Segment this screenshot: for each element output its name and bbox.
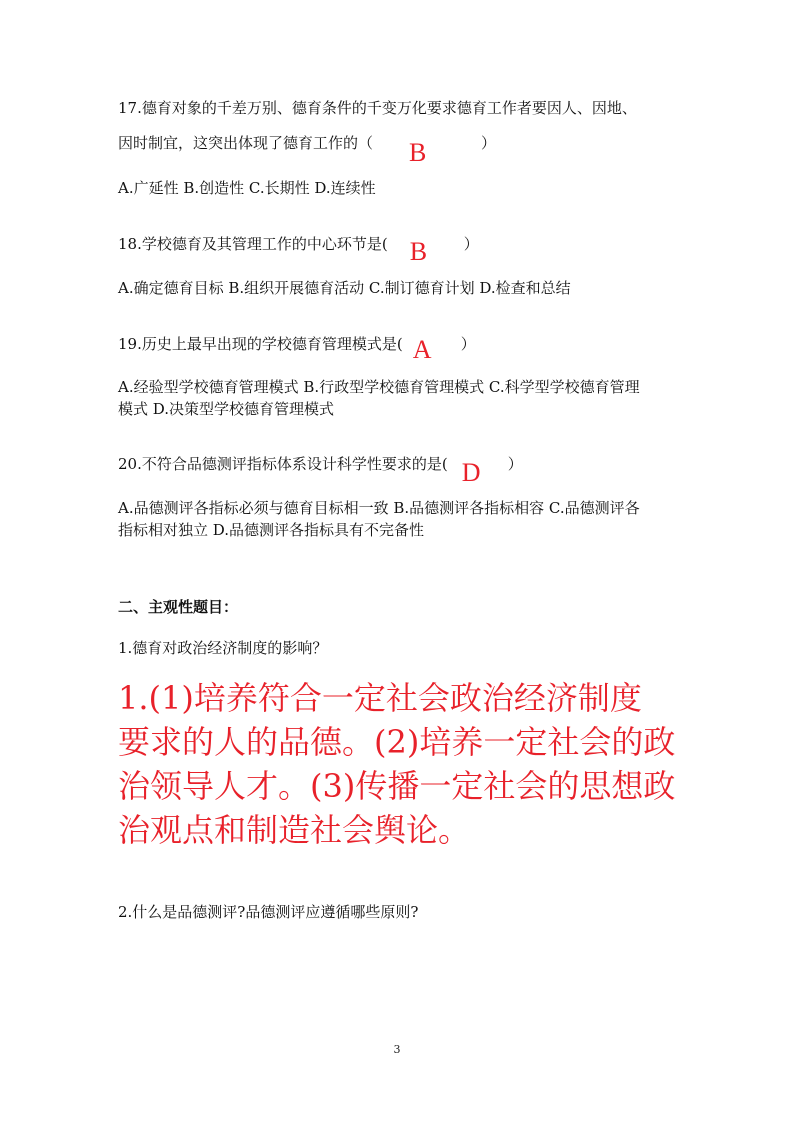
q18-options: A.确定德育目标 B.组织开展德育活动 C.制订德育计划 D.检查和总结 xyxy=(118,279,571,297)
q19-options-line1: A.经验型学校德育管理模式 B.行政型学校德育管理模式 C.科学型学校德育管理 xyxy=(118,378,640,396)
q17-options: A.广延性 B.创造性 C.长期性 D.连续性 xyxy=(118,179,376,197)
section-title: 二、主观性题目： xyxy=(118,598,239,616)
essay-q1-answer-line: 治观点和制造社会舆论。 xyxy=(118,811,471,849)
q20-options-line2: 指标相对独立 D.品德测评各指标具有不完备性 xyxy=(118,521,425,539)
page-number: 3 xyxy=(393,1043,401,1056)
q17-stem-line2 xyxy=(118,132,497,167)
q18-stem-text: 18.学校德育及其管理工作的中心环节是( xyxy=(118,235,388,253)
q19-options-line2: 模式 D.决策型学校德育管理模式 xyxy=(118,400,335,418)
q18-stem-close: ） xyxy=(463,235,479,253)
q19-answer: A xyxy=(412,335,432,364)
essay-q1-answer-line: 1.(1)培养符合一定社会政治经济制度 xyxy=(118,679,642,717)
q19-stem-close: ） xyxy=(460,335,476,353)
essay-q1: 1.德育对政治经济制度的影响？ xyxy=(118,639,328,657)
q17-stem-close: ） xyxy=(481,134,497,152)
q20-stem-text: 20.不符合品德测评指标体系设计科学性要求的是( xyxy=(118,455,448,473)
q18-answer: B xyxy=(409,237,428,266)
q17-stem-text: 因时制宜，这突出体现了德育工作的（ xyxy=(118,134,374,152)
essay-q1-answer-line: 治领导人才。(3)传播一定社会的思想政 xyxy=(118,767,676,805)
q20-stem xyxy=(118,453,523,487)
q20-options-line1: A.品德测评各指标必须与德育目标相一致 B.品德测评各指标相容 C.品德测评各 xyxy=(118,499,640,517)
q17-stem-line1: 17.德育对象的千差万别、德育条件的千变万化要求德育工作者要因人、因地、 xyxy=(118,99,637,117)
essay-q1-answer-line: 要求的人的品德。(2)培养一定社会的政 xyxy=(118,723,676,761)
q17-answer: B xyxy=(409,138,427,167)
q20-answer: D xyxy=(461,458,481,487)
q18-stem xyxy=(118,233,479,266)
q20-stem-close: ） xyxy=(507,455,523,473)
essay-q1-answer xyxy=(118,676,698,852)
q19-stem xyxy=(118,333,476,364)
essay-q2: 2.什么是品德测评?品德测评应遵循哪些原则? xyxy=(118,903,419,921)
q19-stem-text: 19.历史上最早出现的学校德育管理模式是( xyxy=(118,335,403,353)
